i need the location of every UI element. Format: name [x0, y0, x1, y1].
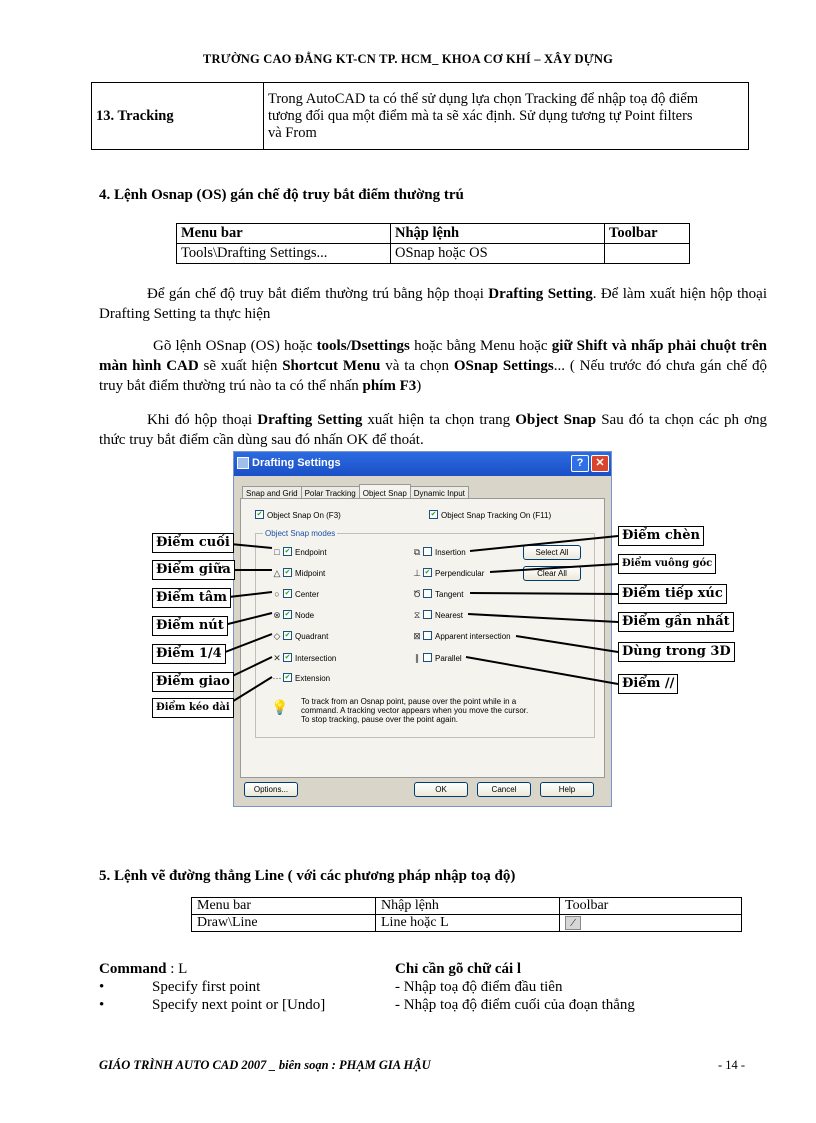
line-th-toolbar: Toolbar	[560, 898, 742, 915]
callout-midpoint: Điểm giữa	[152, 560, 235, 580]
p2-text: ... ( Nếu trước đó chưa gán chế độ truy bắt điểm thường trú nào ta có thể nhấn	[99, 358, 767, 394]
callout-node: Điểm nút	[152, 616, 228, 636]
mode-perpendicular[interactable]	[411, 568, 484, 579]
checkbox-empty-icon	[423, 547, 432, 556]
step-bullet: •	[99, 979, 105, 995]
mode-insertion[interactable]	[411, 547, 466, 558]
ok-button[interactable]: OK	[414, 782, 468, 797]
checkbox-checked-icon: ✔	[284, 674, 291, 682]
parallel-marker-icon: ∥	[414, 653, 420, 663]
checkbox-empty-icon	[423, 589, 432, 598]
mode-apparent-intersection[interactable]	[411, 631, 511, 642]
checkbox-checked-icon: ✔	[284, 569, 291, 577]
mode-midpoint[interactable]	[271, 568, 325, 579]
snap-on-label: Object Snap On (F3)	[267, 511, 341, 520]
checkbox-checked-icon: ✔	[284, 590, 291, 598]
line-td-toolbar	[560, 915, 742, 932]
extension-marker-icon: ···	[272, 673, 282, 683]
callout-center: Điểm tâm	[152, 588, 231, 608]
callout-insertion: Điểm chèn	[618, 526, 704, 546]
tab-snap-and-grid[interactable]: Snap and Grid	[242, 486, 302, 500]
p3-bold: Object Snap	[515, 412, 597, 428]
tip-line: To track from an Osnap point, pause over the point while in a	[301, 697, 517, 706]
lightbulb-icon: 💡	[271, 699, 289, 715]
paragraph-2	[99, 336, 767, 396]
osnap-table	[176, 223, 690, 264]
tracking-desc-line: tương đối qua một điểm mà ta sẽ xác định. Sử dụng tương tự Point filters	[268, 107, 693, 124]
tip-line: command. A tracking vector appears when you move the cursor.	[301, 706, 529, 715]
help-icon[interactable]: ?	[571, 455, 589, 472]
callout-endpoint: Điểm cuối	[152, 533, 234, 553]
close-icon[interactable]: ✕	[591, 455, 609, 472]
p2-text: hoặc bằng Menu hoặc	[409, 338, 552, 354]
osnap-td-toolbar	[605, 244, 690, 264]
command-value: : L	[166, 961, 188, 977]
line-table	[191, 897, 742, 932]
p2-bold: tools/Dsettings	[316, 338, 410, 354]
mode-label: Parallel	[435, 654, 462, 663]
checkbox-checked-icon: ✔	[430, 511, 437, 519]
paragraph-1	[99, 284, 767, 324]
p1-text: . Để làm xuất hiện hộp thoại Drafting Setting ta thực hiện	[99, 286, 767, 322]
osnap-td-menubar: Tools\Drafting Settings...	[177, 244, 391, 264]
line-th-command: Nhập lệnh	[376, 898, 560, 915]
p3-text: Khi đó hộp thoại	[147, 412, 258, 428]
midpoint-marker-icon: △	[273, 568, 281, 578]
paragraph-3	[99, 410, 767, 450]
snap-on-checkbox[interactable]	[255, 511, 341, 520]
tracking-desc-line: Trong AutoCAD ta có thể sử dụng lựa chọn Tracking để nhập toạ độ điểm	[268, 90, 699, 107]
mode-tangent[interactable]	[411, 589, 463, 600]
mode-label: Tangent	[435, 590, 464, 599]
step-description: - Nhập toạ độ điểm cuối của đoạn thẳng	[395, 997, 635, 1013]
p3-text: xuất hiện ta chọn trang	[362, 412, 516, 428]
callout-perpendicular: Điểm vuông góc	[618, 554, 716, 574]
tab-object-snap[interactable]: Object Snap	[359, 484, 411, 500]
p2-text: Gõ lệnh OSnap (OS) hoặc	[153, 338, 317, 354]
p2-bold: Shortcut Menu	[282, 358, 381, 374]
p2-bold: giữ Shift và nhấp phải chuột trên màn hình CAD	[99, 338, 767, 374]
step-prompt: Specify next point or [Undo]	[152, 997, 326, 1013]
dialog-titlebar	[234, 452, 611, 476]
options-button[interactable]: Options...	[244, 782, 298, 797]
tracking-table	[91, 82, 749, 150]
step-bullet: •	[99, 997, 105, 1013]
tab-dynamic-input[interactable]: Dynamic Input	[410, 486, 469, 500]
endpoint-marker-icon: □	[274, 547, 280, 557]
mode-quadrant[interactable]	[271, 631, 328, 642]
mode-label: Quadrant	[295, 632, 329, 641]
line-tool-icon: ⁄	[565, 916, 581, 930]
checkbox-checked-icon: ✔	[284, 548, 291, 556]
mode-label: Intersection	[295, 654, 337, 663]
tracking-on-label: Object Snap Tracking On (F11)	[441, 511, 552, 520]
tab-polar-tracking[interactable]: Polar Tracking	[301, 486, 360, 500]
command-label: Command	[99, 961, 167, 977]
p1-bold: Drafting Setting	[488, 286, 593, 302]
clear-all-button[interactable]: Clear All	[523, 566, 581, 581]
mode-label: Apparent intersection	[435, 632, 511, 641]
checkbox-checked-icon: ✔	[284, 611, 291, 619]
callout-intersection: Điểm giao	[152, 672, 234, 692]
mode-parallel[interactable]	[411, 653, 462, 664]
insertion-marker-icon: ⧉	[413, 547, 421, 557]
mode-intersection[interactable]	[271, 653, 336, 664]
p2-bold: phím F3	[362, 378, 417, 394]
quadrant-marker-icon: ◇	[273, 631, 281, 641]
section-4-heading: 4. Lệnh Osnap (OS) gán chế độ truy bắt điểm thường trú	[99, 187, 464, 203]
node-marker-icon: ⊗	[273, 610, 281, 620]
cancel-button[interactable]: Cancel	[477, 782, 531, 797]
dialog-title: Drafting Settings	[252, 457, 341, 469]
tip-line: To stop tracking, pause over the point again.	[301, 715, 458, 724]
help-button[interactable]: Help	[540, 782, 594, 797]
mode-extension[interactable]	[271, 673, 330, 683]
drafting-settings-dialog	[233, 451, 612, 807]
mode-center[interactable]	[271, 589, 319, 599]
tracking-on-checkbox[interactable]	[429, 511, 551, 520]
callout-tangent: Điểm tiếp xúc	[618, 584, 727, 604]
section-5-heading: 5. Lệnh vẽ đường thẳng Line ( với các phương pháp nhập toạ độ)	[99, 868, 516, 884]
object-snap-panel	[240, 498, 605, 778]
command-note: Chỉ cần gõ chữ cái l	[395, 961, 522, 977]
perpendicular-marker-icon: ⊥	[413, 568, 421, 578]
mode-label: Endpoint	[295, 548, 327, 557]
mode-label: Center	[295, 590, 320, 599]
checkbox-empty-icon	[423, 653, 432, 662]
step-prompt: Specify first point	[152, 979, 261, 995]
nearest-marker-icon: ⧖	[413, 610, 421, 620]
checkbox-checked-icon: ✔	[284, 654, 291, 662]
checkbox-checked-icon: ✔	[284, 632, 291, 640]
callout-apparent-intersection: Dùng trong 3D	[618, 642, 735, 662]
intersection-marker-icon: ✕	[273, 653, 281, 663]
line-th-menubar: Menu bar	[192, 898, 376, 915]
callout-parallel: Điểm //	[618, 674, 678, 694]
p2-text: )	[416, 378, 422, 394]
p2-text: sẽ xuất hiện	[198, 358, 283, 374]
mode-label: Nearest	[435, 611, 464, 620]
osnap-th-toolbar: Toolbar	[605, 224, 690, 244]
tracking-name: 13. Tracking	[92, 83, 264, 150]
checkbox-empty-icon	[423, 610, 432, 619]
checkbox-empty-icon	[423, 631, 432, 640]
osnap-th-command: Nhập lệnh	[391, 224, 605, 244]
autocad-app-icon	[237, 457, 249, 469]
tracking-description	[264, 83, 749, 150]
modes-group-label: Object Snap modes	[265, 529, 336, 538]
p2-text: và ta chọn	[380, 358, 454, 374]
footer-title: GIÁO TRÌNH AUTO CAD 2007 _ biên soạn : PHẠM GIA HẬU	[99, 1058, 431, 1072]
mode-label: Extension	[295, 674, 331, 683]
mode-label: Perpendicular	[435, 569, 485, 578]
mode-label: Node	[295, 611, 315, 620]
select-all-button[interactable]: Select All	[523, 545, 581, 560]
checkbox-checked-icon: ✔	[256, 511, 263, 519]
mode-label: Insertion	[435, 548, 466, 557]
p3-bold: Drafting Setting	[257, 412, 363, 428]
mode-endpoint[interactable]	[271, 547, 327, 557]
mode-node[interactable]	[271, 610, 314, 621]
tracking-desc-line: và From	[268, 124, 317, 141]
apparent-intersection-marker-icon: ⊠	[413, 631, 421, 641]
p2-bold: OSnap Settings	[453, 358, 554, 374]
line-td-menubar: Draw\Line	[192, 915, 376, 932]
checkbox-checked-icon: ✔	[424, 569, 431, 577]
page-header: TRƯỜNG CAO ĐẲNG KT-CN TP. HCM_ KHOA CƠ KHÍ – XÂY DỰNG	[202, 52, 614, 66]
step-description: - Nhập toạ độ điểm đầu tiên	[395, 979, 563, 995]
callout-extension: Điểm kéo dài	[152, 698, 234, 718]
callout-nearest: Điểm gần nhất	[618, 612, 734, 632]
mode-nearest[interactable]	[411, 610, 463, 621]
osnap-td-command: OSnap hoặc OS	[391, 244, 605, 264]
center-marker-icon: ○	[274, 589, 280, 599]
callout-quadrant: Điểm 1/4	[152, 644, 226, 664]
page-number: - 14 -	[718, 1058, 746, 1072]
p1-text: Để gán chế độ truy bắt điểm thường trú bằng hộp thoại	[147, 286, 489, 302]
tangent-marker-icon: Ծ	[413, 589, 421, 599]
p3-text: Sau đó ta chọn các ph ơng thức truy bắt điểm cần dùng sau đó nhấn OK để thoát.	[99, 412, 768, 448]
osnap-th-menubar: Menu bar	[177, 224, 391, 244]
command-line	[99, 960, 187, 979]
line-td-command: Line hoặc L	[376, 915, 560, 932]
tracking-tip	[301, 697, 528, 724]
mode-label: Midpoint	[295, 569, 326, 578]
